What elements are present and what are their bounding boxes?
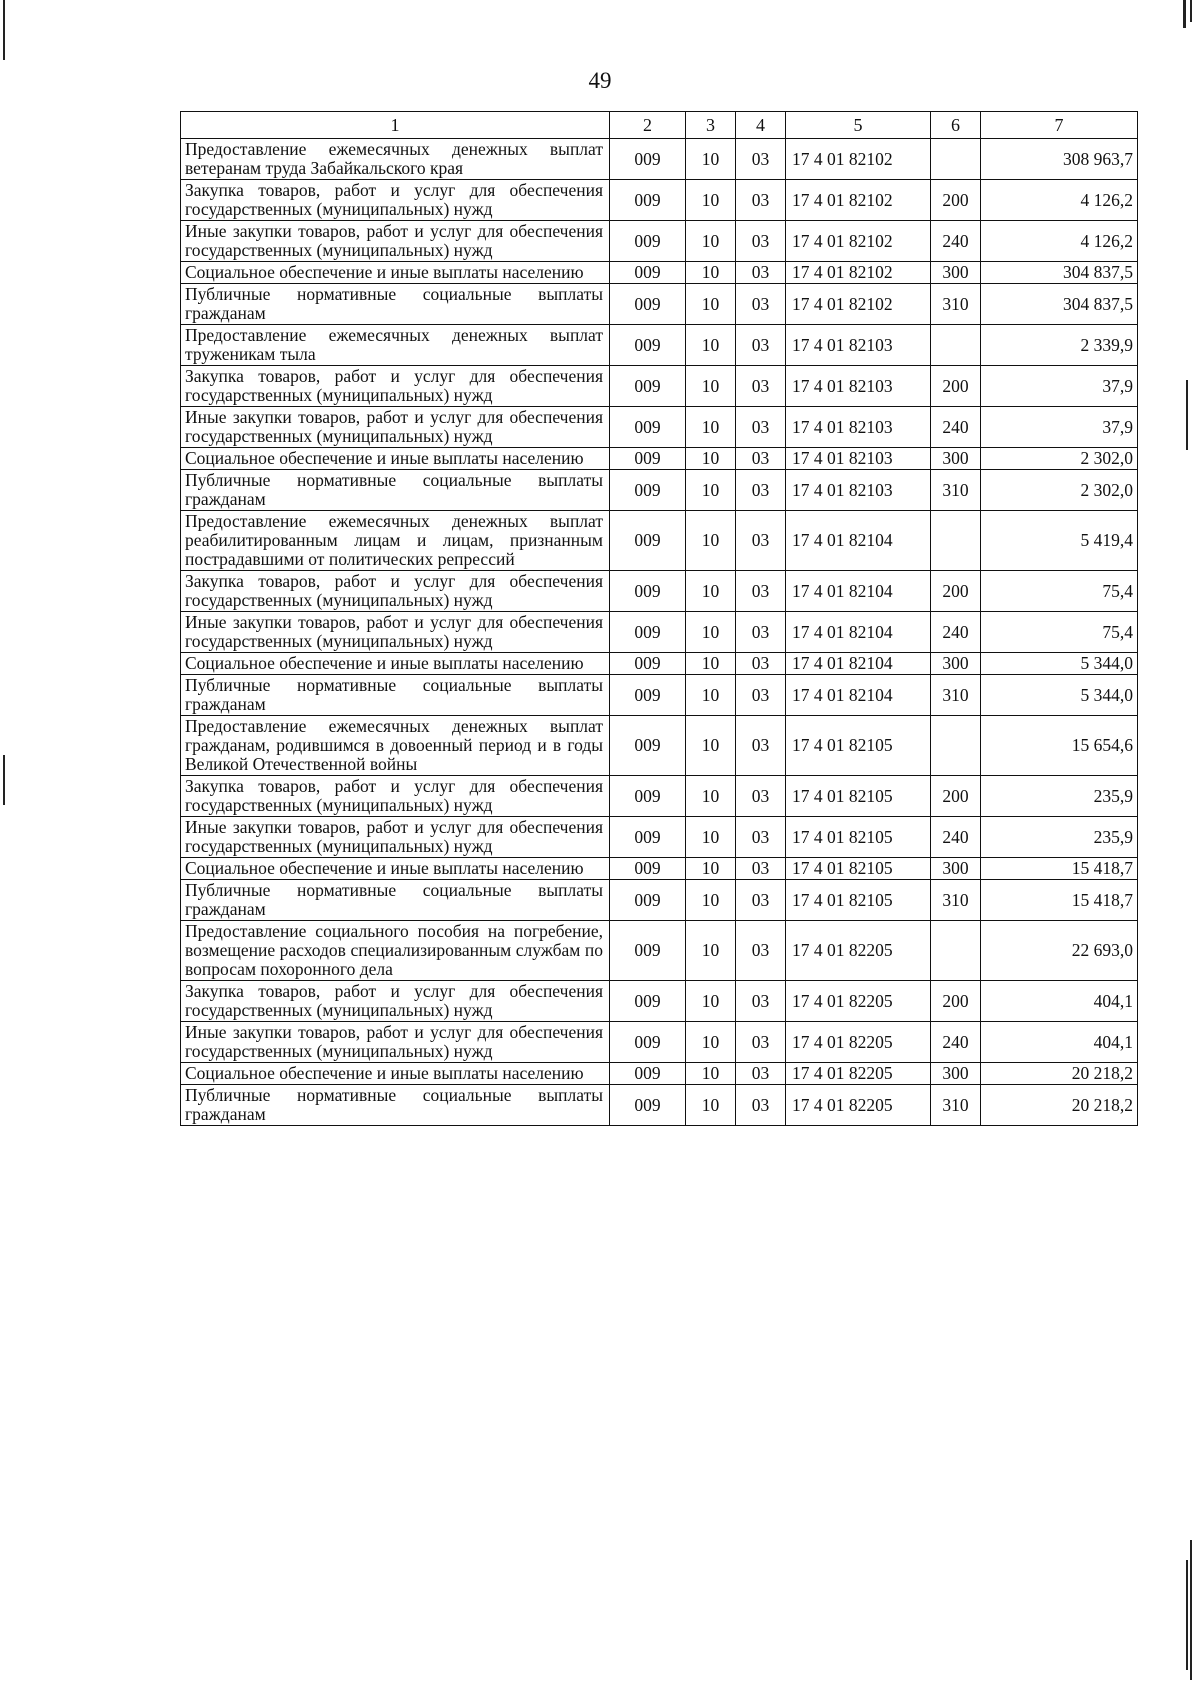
- scan-artifact: [1183, 0, 1186, 28]
- row-name-cell: Закупка товаров, работ и услуг для обеспечения государственных (муниципальных) нужд: [181, 776, 610, 817]
- row-admin-code-cell: 009: [610, 1063, 686, 1085]
- row-subsection-cell: 03: [736, 1063, 786, 1085]
- row-amount-cell: 4 126,2: [981, 180, 1138, 221]
- table-row: [181, 921, 1138, 981]
- row-section-cell: 10: [686, 571, 736, 612]
- row-target-article-cell: 17 4 01 82105: [786, 716, 931, 776]
- table-row: [181, 981, 1138, 1022]
- row-admin-code-cell: 009: [610, 880, 686, 921]
- scan-artifact: [3, 755, 5, 805]
- row-name-cell: Публичные нормативные социальные выплаты гражданам: [181, 880, 610, 921]
- scan-artifact: [1186, 380, 1188, 450]
- row-name-cell: Закупка товаров, работ и услуг для обеспечения государственных (муниципальных) нужд: [181, 180, 610, 221]
- table-row: [181, 366, 1138, 407]
- row-subsection-cell: 03: [736, 221, 786, 262]
- row-name-cell: Закупка товаров, работ и услуг для обеспечения государственных (муниципальных) нужд: [181, 981, 610, 1022]
- row-amount-cell: 404,1: [981, 981, 1138, 1022]
- table-row: [181, 1063, 1138, 1085]
- row-target-article-cell: 17 4 01 82102: [786, 262, 931, 284]
- row-amount-cell: 404,1: [981, 1022, 1138, 1063]
- row-target-article-cell: 17 4 01 82205: [786, 1085, 931, 1126]
- row-section-cell: 10: [686, 653, 736, 675]
- row-expense-type-cell: 300: [931, 858, 981, 880]
- row-amount-cell: 37,9: [981, 407, 1138, 448]
- row-section-cell: 10: [686, 716, 736, 776]
- row-expense-type-cell: 200: [931, 366, 981, 407]
- row-admin-code-cell: 009: [610, 407, 686, 448]
- row-expense-type-cell: 200: [931, 180, 981, 221]
- row-section-cell: 10: [686, 612, 736, 653]
- row-subsection-cell: 03: [736, 180, 786, 221]
- row-target-article-cell: 17 4 01 82104: [786, 675, 931, 716]
- row-amount-cell: 75,4: [981, 612, 1138, 653]
- row-subsection-cell: 03: [736, 612, 786, 653]
- row-subsection-cell: 03: [736, 262, 786, 284]
- row-section-cell: 10: [686, 1085, 736, 1126]
- row-expense-type-cell: 300: [931, 448, 981, 470]
- row-expense-type-cell: 240: [931, 1022, 981, 1063]
- scan-artifact: [1186, 1560, 1188, 1670]
- row-expense-type-cell: [931, 139, 981, 180]
- table-row: [181, 716, 1138, 776]
- table-row: [181, 675, 1138, 716]
- row-amount-cell: 5 344,0: [981, 675, 1138, 716]
- row-amount-cell: 20 218,2: [981, 1063, 1138, 1085]
- row-admin-code-cell: 009: [610, 571, 686, 612]
- row-amount-cell: 2 339,9: [981, 325, 1138, 366]
- row-admin-code-cell: 009: [610, 366, 686, 407]
- row-expense-type-cell: 310: [931, 880, 981, 921]
- row-subsection-cell: 03: [736, 921, 786, 981]
- table-row: [181, 180, 1138, 221]
- table-row: [181, 139, 1138, 180]
- row-subsection-cell: 03: [736, 653, 786, 675]
- row-subsection-cell: 03: [736, 448, 786, 470]
- row-amount-cell: 15 418,7: [981, 858, 1138, 880]
- row-amount-cell: 20 218,2: [981, 1085, 1138, 1126]
- row-section-cell: 10: [686, 776, 736, 817]
- row-target-article-cell: 17 4 01 82105: [786, 776, 931, 817]
- row-subsection-cell: 03: [736, 325, 786, 366]
- row-expense-type-cell: 200: [931, 571, 981, 612]
- row-section-cell: 10: [686, 448, 736, 470]
- table-row: [181, 880, 1138, 921]
- row-subsection-cell: 03: [736, 858, 786, 880]
- row-name-cell: Социальное обеспечение и иные выплаты населению: [181, 858, 610, 880]
- row-name-cell: Публичные нормативные социальные выплаты гражданам: [181, 284, 610, 325]
- row-name-cell: Предоставление социального пособия на погребение, возмещение расходов специализированным службам по вопросам похоронного дела: [181, 921, 610, 981]
- row-name-cell: Иные закупки товаров, работ и услуг для обеспечения государственных (муниципальных) нужд: [181, 612, 610, 653]
- row-target-article-cell: 17 4 01 82205: [786, 1022, 931, 1063]
- scan-artifact: [1190, 1540, 1192, 1680]
- row-name-cell: Предоставление ежемесячных денежных выплат ветеранам труда Забайкальского края: [181, 139, 610, 180]
- row-subsection-cell: 03: [736, 366, 786, 407]
- row-section-cell: 10: [686, 366, 736, 407]
- row-section-cell: 10: [686, 858, 736, 880]
- row-subsection-cell: 03: [736, 675, 786, 716]
- row-admin-code-cell: 009: [610, 1085, 686, 1126]
- row-subsection-cell: 03: [736, 1085, 786, 1126]
- scan-artifact: [3, 0, 5, 60]
- table-row: [181, 817, 1138, 858]
- row-target-article-cell: 17 4 01 82103: [786, 470, 931, 511]
- row-admin-code-cell: 009: [610, 325, 686, 366]
- row-expense-type-cell: 310: [931, 1085, 981, 1126]
- table-row: [181, 612, 1138, 653]
- row-target-article-cell: 17 4 01 82103: [786, 448, 931, 470]
- row-admin-code-cell: 009: [610, 981, 686, 1022]
- row-name-cell: Предоставление ежемесячных денежных выплат гражданам, родившимся в довоенный период и в годы Великой Отечественной войны: [181, 716, 610, 776]
- row-name-cell: Социальное обеспечение и иные выплаты населению: [181, 262, 610, 284]
- row-admin-code-cell: 009: [610, 470, 686, 511]
- row-expense-type-cell: 300: [931, 1063, 981, 1085]
- row-expense-type-cell: 240: [931, 817, 981, 858]
- table-row: [181, 776, 1138, 817]
- row-target-article-cell: 17 4 01 82103: [786, 407, 931, 448]
- row-target-article-cell: 17 4 01 82205: [786, 1063, 931, 1085]
- row-expense-type-cell: 300: [931, 653, 981, 675]
- row-admin-code-cell: 009: [610, 139, 686, 180]
- row-target-article-cell: 17 4 01 82103: [786, 366, 931, 407]
- scan-artifact: [1190, 0, 1192, 22]
- row-amount-cell: 304 837,5: [981, 262, 1138, 284]
- row-admin-code-cell: 009: [610, 262, 686, 284]
- row-target-article-cell: 17 4 01 82105: [786, 880, 931, 921]
- row-subsection-cell: 03: [736, 284, 786, 325]
- column-header: 5: [786, 112, 931, 139]
- row-subsection-cell: 03: [736, 407, 786, 448]
- row-target-article-cell: 17 4 01 82104: [786, 571, 931, 612]
- row-name-cell: Иные закупки товаров, работ и услуг для обеспечения государственных (муниципальных) нужд: [181, 1022, 610, 1063]
- row-admin-code-cell: 009: [610, 284, 686, 325]
- row-expense-type-cell: [931, 325, 981, 366]
- row-target-article-cell: 17 4 01 82102: [786, 139, 931, 180]
- table-row: [181, 1085, 1138, 1126]
- row-admin-code-cell: 009: [610, 612, 686, 653]
- table-row: [181, 284, 1138, 325]
- row-name-cell: Публичные нормативные социальные выплаты гражданам: [181, 675, 610, 716]
- row-amount-cell: 75,4: [981, 571, 1138, 612]
- row-amount-cell: 304 837,5: [981, 284, 1138, 325]
- table-row: [181, 470, 1138, 511]
- row-amount-cell: 37,9: [981, 366, 1138, 407]
- row-admin-code-cell: 009: [610, 448, 686, 470]
- row-target-article-cell: 17 4 01 82105: [786, 817, 931, 858]
- row-target-article-cell: 17 4 01 82105: [786, 858, 931, 880]
- row-subsection-cell: 03: [736, 511, 786, 571]
- table-row: [181, 221, 1138, 262]
- row-amount-cell: 5 344,0: [981, 653, 1138, 675]
- row-section-cell: 10: [686, 139, 736, 180]
- row-admin-code-cell: 009: [610, 180, 686, 221]
- row-amount-cell: 308 963,7: [981, 139, 1138, 180]
- row-name-cell: Публичные нормативные социальные выплаты гражданам: [181, 470, 610, 511]
- row-section-cell: 10: [686, 221, 736, 262]
- row-amount-cell: 4 126,2: [981, 221, 1138, 262]
- row-admin-code-cell: 009: [610, 921, 686, 981]
- row-section-cell: 10: [686, 1022, 736, 1063]
- table-row: [181, 511, 1138, 571]
- table-row: [181, 571, 1138, 612]
- row-expense-type-cell: 310: [931, 470, 981, 511]
- row-section-cell: 10: [686, 511, 736, 571]
- row-name-cell: Иные закупки товаров, работ и услуг для обеспечения государственных (муниципальных) нужд: [181, 221, 610, 262]
- row-expense-type-cell: 200: [931, 981, 981, 1022]
- row-admin-code-cell: 009: [610, 675, 686, 716]
- row-section-cell: 10: [686, 407, 736, 448]
- row-expense-type-cell: 240: [931, 221, 981, 262]
- row-expense-type-cell: [931, 511, 981, 571]
- row-expense-type-cell: 200: [931, 776, 981, 817]
- row-subsection-cell: 03: [736, 1022, 786, 1063]
- row-amount-cell: 15 654,6: [981, 716, 1138, 776]
- page-number: 49: [588, 68, 612, 93]
- row-admin-code-cell: 009: [610, 858, 686, 880]
- row-name-cell: Закупка товаров, работ и услуг для обеспечения государственных (муниципальных) нужд: [181, 366, 610, 407]
- table-row: [181, 325, 1138, 366]
- row-section-cell: 10: [686, 325, 736, 366]
- row-target-article-cell: 17 4 01 82205: [786, 921, 931, 981]
- row-target-article-cell: 17 4 01 82102: [786, 180, 931, 221]
- row-section-cell: 10: [686, 1063, 736, 1085]
- row-target-article-cell: 17 4 01 82104: [786, 511, 931, 571]
- row-admin-code-cell: 009: [610, 511, 686, 571]
- row-section-cell: 10: [686, 262, 736, 284]
- table-row: [181, 407, 1138, 448]
- row-name-cell: Закупка товаров, работ и услуг для обеспечения государственных (муниципальных) нужд: [181, 571, 610, 612]
- row-amount-cell: 15 418,7: [981, 880, 1138, 921]
- table-row: [181, 1022, 1138, 1063]
- row-name-cell: Социальное обеспечение и иные выплаты населению: [181, 653, 610, 675]
- row-amount-cell: 2 302,0: [981, 470, 1138, 511]
- table-row: [181, 858, 1138, 880]
- row-amount-cell: 5 419,4: [981, 511, 1138, 571]
- column-header: 3: [686, 112, 736, 139]
- table-row: [181, 653, 1138, 675]
- row-section-cell: 10: [686, 921, 736, 981]
- row-admin-code-cell: 009: [610, 653, 686, 675]
- row-amount-cell: 235,9: [981, 776, 1138, 817]
- table-header-row: [181, 112, 1138, 139]
- row-subsection-cell: 03: [736, 817, 786, 858]
- row-name-cell: Публичные нормативные социальные выплаты гражданам: [181, 1085, 610, 1126]
- column-header: 7: [981, 112, 1138, 139]
- row-target-article-cell: 17 4 01 82104: [786, 653, 931, 675]
- budget-table: [180, 111, 1138, 1126]
- row-target-article-cell: 17 4 01 82104: [786, 612, 931, 653]
- row-section-cell: 10: [686, 981, 736, 1022]
- row-admin-code-cell: 009: [610, 817, 686, 858]
- row-name-cell: Предоставление ежемесячных денежных выплат труженикам тыла: [181, 325, 610, 366]
- row-section-cell: 10: [686, 284, 736, 325]
- row-subsection-cell: 03: [736, 571, 786, 612]
- row-expense-type-cell: [931, 921, 981, 981]
- row-name-cell: Иные закупки товаров, работ и услуг для обеспечения государственных (муниципальных) нужд: [181, 817, 610, 858]
- row-name-cell: Социальное обеспечение и иные выплаты населению: [181, 448, 610, 470]
- row-name-cell: Социальное обеспечение и иные выплаты населению: [181, 1063, 610, 1085]
- row-expense-type-cell: 310: [931, 284, 981, 325]
- table-body: [181, 139, 1138, 1126]
- table-row: [181, 448, 1138, 470]
- row-subsection-cell: 03: [736, 981, 786, 1022]
- row-expense-type-cell: 300: [931, 262, 981, 284]
- row-target-article-cell: 17 4 01 82102: [786, 284, 931, 325]
- column-header: 1: [181, 112, 610, 139]
- row-admin-code-cell: 009: [610, 776, 686, 817]
- row-amount-cell: 235,9: [981, 817, 1138, 858]
- row-section-cell: 10: [686, 880, 736, 921]
- row-subsection-cell: 03: [736, 880, 786, 921]
- row-expense-type-cell: 240: [931, 407, 981, 448]
- row-admin-code-cell: 009: [610, 221, 686, 262]
- row-target-article-cell: 17 4 01 82103: [786, 325, 931, 366]
- table-row: [181, 262, 1138, 284]
- row-expense-type-cell: 240: [931, 612, 981, 653]
- column-header: 2: [610, 112, 686, 139]
- row-name-cell: Иные закупки товаров, работ и услуг для обеспечения государственных (муниципальных) нужд: [181, 407, 610, 448]
- row-target-article-cell: 17 4 01 82205: [786, 981, 931, 1022]
- row-expense-type-cell: [931, 716, 981, 776]
- row-section-cell: 10: [686, 180, 736, 221]
- row-admin-code-cell: 009: [610, 1022, 686, 1063]
- row-name-cell: Предоставление ежемесячных денежных выплат реабилитированным лицам и лицам, признанным пострадавшими от политических репрессий: [181, 511, 610, 571]
- row-subsection-cell: 03: [736, 776, 786, 817]
- row-subsection-cell: 03: [736, 470, 786, 511]
- row-target-article-cell: 17 4 01 82102: [786, 221, 931, 262]
- row-section-cell: 10: [686, 470, 736, 511]
- row-amount-cell: 22 693,0: [981, 921, 1138, 981]
- row-expense-type-cell: 310: [931, 675, 981, 716]
- row-section-cell: 10: [686, 675, 736, 716]
- row-amount-cell: 2 302,0: [981, 448, 1138, 470]
- row-subsection-cell: 03: [736, 716, 786, 776]
- row-section-cell: 10: [686, 817, 736, 858]
- row-subsection-cell: 03: [736, 139, 786, 180]
- column-header: 4: [736, 112, 786, 139]
- column-header: 6: [931, 112, 981, 139]
- row-admin-code-cell: 009: [610, 716, 686, 776]
